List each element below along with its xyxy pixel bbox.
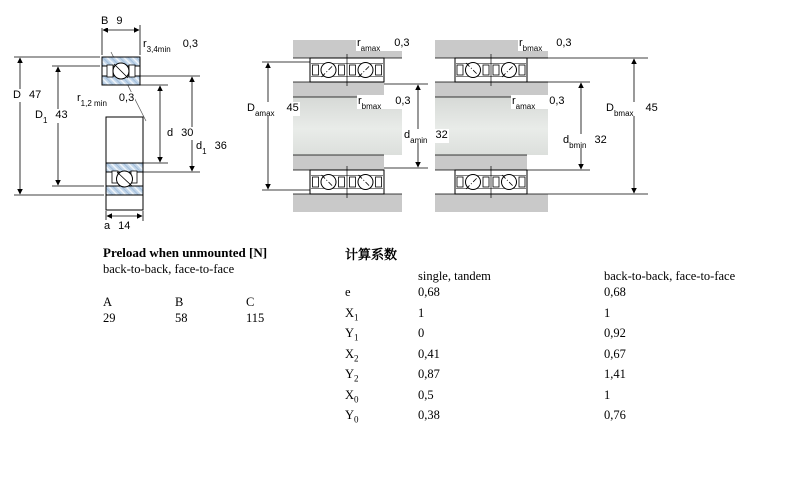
- factors-header-row: [345, 269, 765, 284]
- preload-table: [103, 245, 333, 326]
- preload-value: 58: [175, 311, 188, 325]
- dim-label-D1: $D_1$ 43: [35, 109, 68, 126]
- dim-label-rbmax: $r_{bmax}$ 0,3: [358, 95, 411, 112]
- column-header-single-tandem: single, tandem: [418, 269, 491, 283]
- column-header: C: [246, 295, 255, 309]
- factor-row: $Y_0$ 0,38 0,76: [345, 408, 626, 425]
- abutment-drawing-b: [435, 40, 648, 212]
- factor-row: $X_1$ 1 1: [345, 305, 611, 322]
- preload-value: 115: [246, 311, 265, 325]
- bearing-cross-section-drawing: [102, 52, 146, 210]
- dim-label-D: D 47: [13, 89, 42, 101]
- dim-label-ramax-top: $r_{amax}$ 0,3: [357, 37, 410, 54]
- calculation-factors-table: [345, 247, 765, 428]
- factor-row: $Y_2$ 0,87 1,41: [345, 367, 626, 384]
- factors-title: 计算系数: [345, 247, 398, 262]
- factor-row: e 0,68 0,68: [345, 285, 626, 299]
- column-header: A: [103, 295, 113, 309]
- dim-label-d: d 30: [167, 127, 194, 139]
- factor-row: $Y_1$ 0 0,92: [345, 326, 626, 343]
- dim-label-ramax: $r_{amax}$ 0,3: [512, 95, 565, 112]
- dim-label-Damax: $D_{amax}$ 45: [247, 102, 299, 119]
- dim-label-dbmin: $d_{bmin}$ 32: [563, 134, 607, 151]
- dim-label-r12min: $r_{1,2 min}$ 0,3: [77, 92, 135, 109]
- dim-label-d1: $d_1$ 36: [196, 140, 227, 157]
- preload-title: Preload when unmounted [N]: [103, 245, 268, 260]
- preload-value-row: [103, 310, 333, 326]
- preload-value: 29: [103, 311, 116, 325]
- dim-label-Dbmax: $D_{bmax}$ 45: [606, 102, 658, 119]
- dim-label-damin: $d_{amin}$ 32: [404, 129, 448, 146]
- abutment-drawing-a: [262, 40, 428, 212]
- preload-subtitle: back-to-back, face-to-face: [103, 262, 235, 276]
- factor-row: $X_0$ 0,5 1: [345, 387, 611, 404]
- dim-label-r34min: $r_{3,4min}$ 0,3: [143, 38, 198, 55]
- factor-row: $X_2$ 0,41 0,67: [345, 346, 626, 363]
- dim-label-rbmax-top: $r_{bmax}$ 0,3: [519, 37, 572, 54]
- dim-label-a: a 14: [104, 220, 131, 232]
- preload-header-row: [103, 294, 333, 310]
- column-header: B: [175, 295, 184, 309]
- column-header-back-to-back: back-to-back, face-to-face: [604, 269, 736, 283]
- dim-label-B: B 9: [101, 15, 123, 27]
